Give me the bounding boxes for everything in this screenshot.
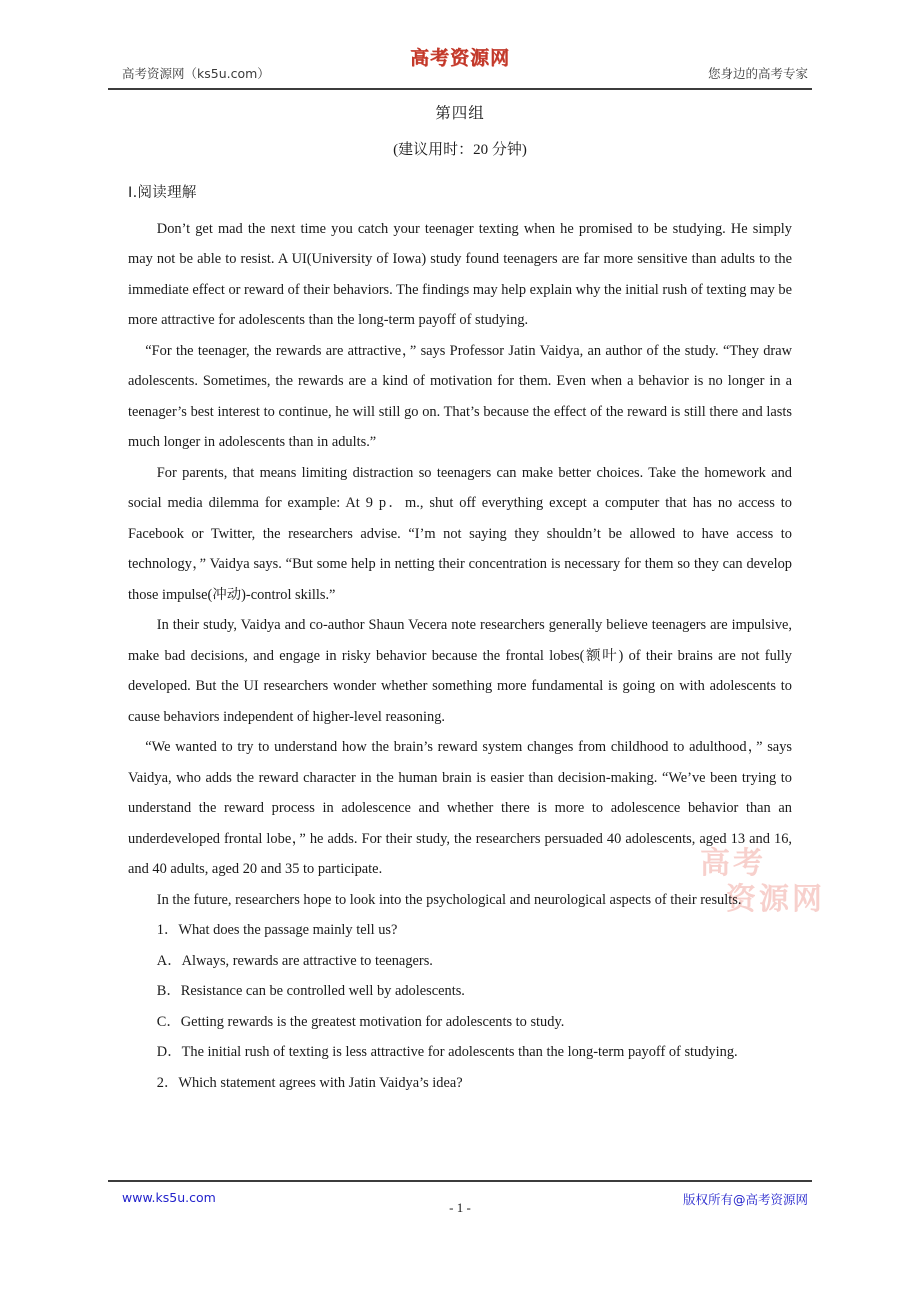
page-footer [108, 1180, 812, 1220]
question-stem [128, 1068, 792, 1099]
question-option[interactable]: C．Getting rewards is the greatest motivation for adolescents to study. [156, 1013, 565, 1030]
footer-divider [108, 1180, 812, 1182]
question-option[interactable]: D．The initial rush of texting is less attractive for adolescents than the long-term payoff of studying. [156, 1044, 738, 1061]
question-number: 2． [156, 1074, 179, 1091]
document-body [128, 104, 792, 1098]
question-stem [128, 915, 792, 946]
site-logo: 高考资源网 [409, 47, 511, 69]
page-title: 第四组 [435, 104, 485, 122]
header-divider [108, 88, 812, 90]
header-site-name: 高考资源网（ks5u.com） [122, 66, 270, 81]
passage-paragraph: “We wanted to try to understand how the brain’s reward system changes from childhood to adulthood，” says Vaidya, who adds the reward character in the human brain is easier than decision-making. “We’ve been trying to understand the reward process in adolescence and whether there is more to adolescence behavior than an underdeveloped frontal lobe，” he adds. For their study, the researchers persuaded 40 adolescents, aged 13 and 16, and 40 adults, aged 20 and 35 to participate. [128, 739, 792, 878]
page-number: - 1 - [449, 1200, 471, 1215]
passage-paragraph: In the future, researchers hope to look into the psychological and neurological aspects of their results. [156, 891, 742, 908]
question-option[interactable]: A．Always, rewards are attractive to teenagers. [156, 952, 433, 969]
question-number: 1． [156, 922, 179, 939]
passage-paragraph: Don’t get mad the next time you catch your teenager texting when he promised to be studying. He simply may not be able to resist. A UI(University of Iowa) study found teenagers are far more sensitive than adults to the immediate effect or reward of their behaviors. The findings may help explain why the initial rush of texting may be more attractive for adolescents than the long-term payoff of studying. [128, 220, 792, 329]
passage-paragraph: In their study, Vaidya and co-author Shaun Vecera note researchers generally believe teenagers are impulsive, make bad decisions, and engage in risky behavior because the frontal lobes(额叶) of their brains are not fully developed. But the UI researchers wonder whether something more fundamental is going on with adolescents to cause behaviors independent of higher-level reasoning. [128, 617, 792, 725]
header-tagline: 您身边的高考专家 [707, 66, 808, 81]
question-option[interactable]: B．Resistance can be controlled well by adolescents. [156, 983, 465, 1000]
passage-paragraph: For parents, that means limiting distraction so teenagers can make better choices. Take the homework and social media dilemma for example: At 9 p．m., shut off everything except a computer that has no access to Facebook or Twitter, the researchers advise. “I’m not saying they shouldn’t be allowed to have access to technology，” Vaidya says. “But some help in netting their concentration is necessary for them so they can develop those impulse(冲动)-control skills.” [128, 464, 792, 603]
watermark-line-b: 资源网 [726, 882, 825, 917]
passage-paragraph: “For the teenager, the rewards are attractive，” says Professor Jatin Vaidya, an author of the study. “They draw adolescents. Sometimes, the rewards are a kind of motivation for them. Even when a behavior is no longer in a teenager’s best interest to continue, he will still go on. That’s because the effect of the reward is still there and lasts much longer in adolescents than in adults.” [128, 342, 792, 451]
suggested-time: (建议用时：20 分钟) [393, 141, 527, 158]
question-text: What does the passage mainly tell us? [178, 922, 398, 939]
question-text: Which statement agrees with Jatin Vaidya’s idea? [178, 1074, 463, 1091]
footer-copyright: 版权所有@高考资源网 [682, 1192, 808, 1207]
footer-site-link[interactable]: www.ks5u.com [122, 1190, 216, 1205]
watermark-line-a: 高考 [700, 846, 766, 881]
page-header [108, 46, 812, 92]
section-heading-reading: Ⅰ.阅读理解 [128, 184, 197, 201]
